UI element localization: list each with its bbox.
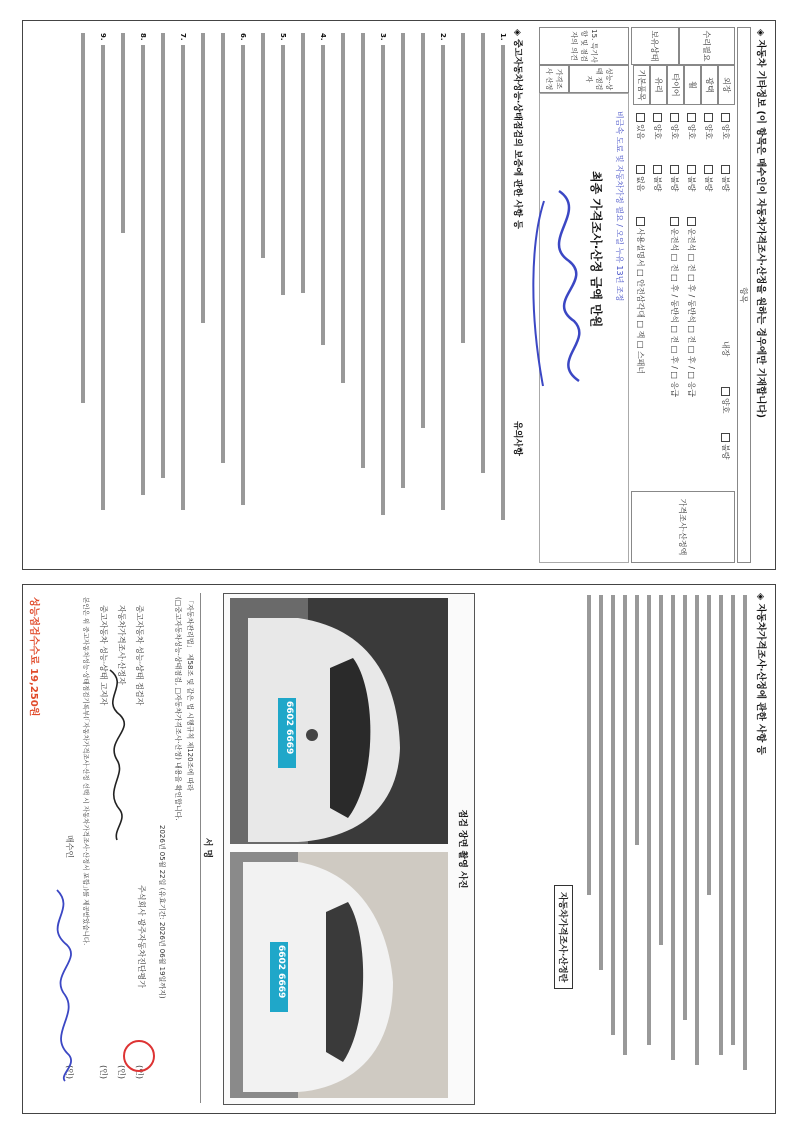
note-text-line [140, 33, 147, 563]
note-text-line [300, 33, 307, 563]
checkbox-icon [687, 165, 696, 174]
text-placeholder-bar [501, 45, 505, 520]
option-label: 양호 [687, 124, 696, 140]
note-text-line [200, 33, 207, 563]
text-placeholder-bar [611, 595, 615, 1035]
company-name: 주식회사 광주자동차진단평가 [137, 885, 146, 989]
appraiser-label: 가격조사 산정 [539, 65, 569, 93]
sign-line-1: 「자동차관리법」 제58조 및 같은 법 시행규칙 제120조에 따라 [186, 597, 194, 791]
note-number: 3. [379, 33, 387, 41]
text-placeholder-bar [647, 595, 651, 1045]
note-text-line [220, 33, 227, 563]
checkbox-icon [704, 165, 713, 174]
text-placeholder-bar [707, 595, 711, 895]
text-placeholder-bar [743, 595, 747, 1070]
interior-option-label: 불량 [721, 444, 730, 460]
appraisal-text-line [694, 595, 701, 1100]
notes-title: ◈ 중고자동차성능·상태점검의 보증에 관한 사항 등 [512, 29, 522, 229]
note-text-line [500, 33, 507, 563]
note-number: 1. [499, 33, 507, 41]
option-checkbox[interactable] [669, 217, 680, 397]
option-label: 불량 [670, 176, 679, 192]
note-text-line [120, 33, 127, 563]
note-text-line [420, 33, 427, 563]
note-text-line [340, 33, 347, 563]
text-placeholder-bar [481, 33, 485, 473]
appraisal-text-line [730, 595, 737, 1100]
appraisal-text-line [634, 595, 641, 1100]
option-row-label: 광택 [701, 65, 718, 105]
item15-label: 15. 특기사항 및 점검자의 의견 [539, 27, 629, 65]
text-placeholder-bar [221, 33, 225, 463]
repair-needed-label: 수리필요 [679, 27, 735, 65]
text-placeholder-bar [161, 33, 165, 478]
warning-title: 유의사항 [512, 421, 522, 456]
option-checkbox[interactable] [703, 113, 714, 139]
note-text-line [320, 33, 327, 563]
note-number: 6. [239, 33, 247, 41]
option-label: 불량 [653, 176, 662, 192]
checkbox-icon [670, 217, 679, 226]
note-text-line [380, 33, 387, 563]
note-text-line [480, 33, 487, 563]
note-text-line [280, 33, 287, 563]
receiver-statement: 본인은 위 중고자동차성능·상태점검기록부(「자동차가격조사·산정 선택 시 자동차가격조사·산정서 포함」)를 제공받았습니다. [82, 597, 90, 946]
appraisal-text-line [646, 595, 653, 1100]
checkbox-icon [670, 113, 679, 122]
car-photo-front-left [230, 598, 448, 844]
handwritten-small-note: 비금속 도료 및 자동차가정 필요 / 오일 누유 13년 조정 [615, 111, 624, 302]
note-text-line [80, 33, 87, 563]
note-text-line [180, 33, 187, 563]
option-checkbox[interactable] [652, 165, 663, 191]
text-placeholder-bar [731, 595, 735, 1045]
text-placeholder-bar [587, 595, 591, 895]
note-number: 9. [99, 33, 107, 41]
receiver-role: 매수인 [65, 835, 74, 859]
text-placeholder-bar [381, 45, 385, 515]
receiver-mark: (인) [65, 1065, 74, 1079]
text-placeholder-bar [101, 45, 105, 510]
option-label: 불량 [704, 176, 713, 192]
interior-option[interactable] [720, 433, 731, 459]
text-placeholder-bar [341, 33, 345, 383]
option-label: 없음 [636, 176, 645, 192]
final-appraisal-text: 최종 가격조사·산정 금액 만원 [589, 171, 603, 328]
checkbox-icon [653, 165, 662, 174]
text-placeholder-bar [695, 595, 699, 1065]
price-column-label: 가격조사·산정액 [631, 491, 735, 563]
interior-option [720, 341, 731, 356]
text-placeholder-bar [719, 595, 723, 1055]
option-checkbox[interactable] [686, 217, 697, 397]
text-placeholder-bar [281, 45, 285, 295]
inspector-role: 중고자동차 성능·상태 점검자 [135, 605, 144, 706]
option-label: 양호 [653, 124, 662, 140]
note-text-line [240, 33, 247, 563]
text-placeholder-bar [623, 595, 627, 1055]
option-checkbox[interactable] [686, 113, 697, 139]
option-label: 있음 [636, 124, 645, 140]
text-placeholder-bar [141, 45, 145, 495]
item-header: 항목 [737, 27, 751, 563]
inspection-photo-section [223, 593, 475, 1105]
checkbox-icon [704, 113, 713, 122]
text-placeholder-bar [361, 33, 365, 468]
option-label: 운전석 □ 전 □ 후 / 동반석 □ 전 □ 후 / □ 응급 [687, 228, 696, 397]
note-number: 7. [179, 33, 187, 41]
appraisal-text-line [658, 595, 665, 1100]
option-checkbox[interactable] [652, 113, 663, 139]
text-placeholder-bar [261, 33, 265, 258]
option-checkbox[interactable] [635, 165, 646, 191]
vehicle-info-title: ◈ 자동차 기타정보 (이 항목은 매수인이 자동차가격조사·산정을 원하는 경우에만 기재합니다) [755, 29, 766, 418]
sign-line-2: (□중고자동차성능·상태점검, □자동차가격조사·산정) 내용을 확인합니다. [174, 597, 182, 821]
text-placeholder-bar [599, 595, 603, 970]
checkbox-icon [721, 165, 730, 174]
sign-mark-3: (인) [99, 1065, 108, 1079]
company-seal [123, 1040, 155, 1072]
text-placeholder-bar [321, 45, 325, 345]
option-label: 양호 [721, 124, 730, 140]
option-label: 사용설명서 □ 안전삼각대 □ 잭 □ 스패너 [636, 228, 645, 375]
text-placeholder-bar [441, 45, 445, 510]
checkbox-icon [721, 433, 730, 442]
car-photo-front-right [230, 852, 448, 1098]
appraisal-text-line [610, 595, 617, 1100]
note-number: 4. [319, 33, 327, 41]
note-number: 2. [439, 33, 447, 41]
appraisal-box-label: 자동차가격조사·산정란 [554, 885, 573, 989]
appraisal-text-line [598, 595, 605, 1100]
plate-number-1: 6602 6669 [284, 701, 294, 755]
appraisal-text-line [718, 595, 725, 1100]
text-placeholder-bar [421, 33, 425, 428]
interior-option-label: 내장 [721, 341, 730, 357]
appraisal-text-line [586, 595, 593, 1100]
text-placeholder-bar [121, 33, 125, 233]
handwritten-amount-scribble [525, 181, 599, 401]
note-text-line [160, 33, 167, 563]
interior-option[interactable] [720, 387, 731, 413]
text-placeholder-bar [181, 45, 185, 510]
text-placeholder-bar [401, 33, 405, 488]
checkbox-icon [670, 165, 679, 174]
sign-mark-1: (인) [135, 1065, 144, 1079]
note-text-line [100, 33, 107, 563]
option-checkbox[interactable] [720, 113, 731, 139]
price-appraisal-panel [22, 584, 776, 1114]
sign-mark-2: (인) [117, 1065, 126, 1079]
vehicle-info-panel [22, 20, 776, 570]
option-checkbox[interactable] [635, 113, 646, 139]
note-number: 8. [139, 33, 147, 41]
handwritten-signature-2 [37, 885, 87, 1085]
note-text-line [460, 33, 467, 563]
appraisal-text-line [670, 595, 677, 1100]
option-label: 양호 [670, 124, 679, 140]
option-label: 불량 [721, 176, 730, 192]
seller-role: 중고자동차 성능·상태 고지자 [99, 605, 108, 706]
note-text-line [400, 33, 407, 563]
holding-status-label: 보유상태 [631, 27, 679, 65]
option-row-label: 외장 [718, 65, 735, 105]
text-placeholder-bar [635, 595, 639, 845]
option-checkbox[interactable] [669, 165, 680, 191]
checkbox-icon [721, 387, 730, 396]
signature-title: 서 명 [200, 593, 215, 1103]
checkbox-icon [687, 113, 696, 122]
text-placeholder-bar [671, 595, 675, 1060]
checkbox-icon [636, 165, 645, 174]
plate-number-2: 6602 6669 [276, 945, 286, 999]
text-placeholder-bar [659, 595, 663, 945]
photo-caption: 점검 장면 촬영 사진 [457, 809, 467, 889]
option-row-label: 유리 [650, 65, 667, 105]
text-placeholder-bar [201, 33, 205, 323]
option-checkbox[interactable] [720, 165, 731, 191]
note-text-line [360, 33, 367, 563]
checkbox-icon [653, 113, 662, 122]
sign-date: 2026년 05월 22일 (유효기간: 2026년 06월 19일까지) [158, 825, 166, 999]
handwritten-signature-1 [95, 665, 135, 845]
text-placeholder-bar [301, 33, 305, 293]
appraisal-text-line [682, 595, 689, 1100]
appraisal-text-line [622, 595, 629, 1100]
option-label: 운전석 □ 전 □ 후 / 동반석 □ 전 □ 후 / □ 응급 [670, 228, 679, 397]
inspection-fee: 성능점검수수료 19,250원 [28, 597, 39, 717]
option-row-label: 휠 [684, 65, 701, 105]
option-label: 양호 [704, 124, 713, 140]
option-label: 불량 [687, 176, 696, 192]
inspector-label: 성능·상태 점검자 [569, 65, 629, 93]
checkbox-icon [636, 217, 645, 226]
option-row-label: 타이어 [667, 65, 684, 105]
option-checkbox[interactable] [703, 165, 714, 191]
text-placeholder-bar [461, 33, 465, 343]
checkbox-icon [687, 217, 696, 226]
text-placeholder-bar [81, 33, 85, 403]
appraisal-text-line [706, 595, 713, 1100]
option-checkbox[interactable] [669, 113, 680, 139]
note-text-line [260, 33, 267, 563]
option-checkbox[interactable] [686, 165, 697, 191]
text-placeholder-bar [241, 45, 245, 505]
appraisal-text-line [742, 595, 749, 1100]
appraisal-title: ◈ 자동차가격조사·산정에 관한 사항 등 [755, 593, 766, 755]
note-text-line [440, 33, 447, 563]
text-placeholder-bar [683, 595, 687, 1020]
interior-option-label: 양호 [721, 398, 730, 414]
option-checkbox[interactable] [635, 217, 646, 374]
appraiser-role: 자동차가격조사·산정자 [117, 605, 126, 685]
note-number: 5. [279, 33, 287, 41]
option-row-label: 기본품목 [633, 65, 650, 105]
checkbox-icon [636, 113, 645, 122]
checkbox-icon [721, 113, 730, 122]
